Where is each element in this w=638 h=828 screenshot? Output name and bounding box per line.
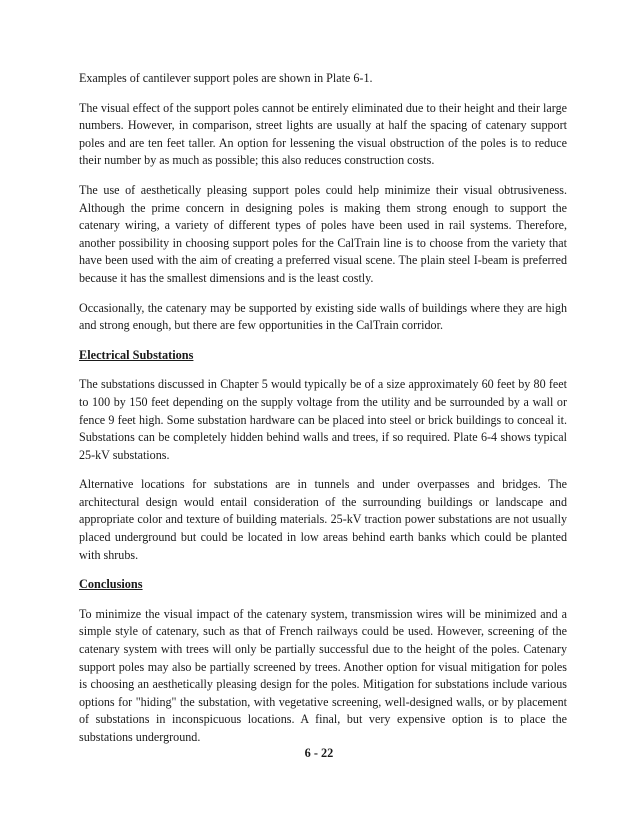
heading-electrical-substations: Electrical Substations [79, 347, 194, 362]
paragraph-substation-locations: Alternative locations for substations are in tunnels and under overpasses and bridges. The architectural design would entail consideration of the surrounding buildings or landscape and appropriate color and texture of building materials. 25-kV traction power substations are not usually placed underground but could be located in low areas behind earth banks which could be planted with shrubs. [79, 477, 567, 562]
document-body [79, 70, 567, 759]
page-number: 6 - 22 [304, 746, 334, 760]
paragraph-side-walls: Occasionally, the catenary may be supported by existing side walls of buildings where they are high and strong enough, but there are few opportunities in the CalTrain corridor. [79, 300, 567, 333]
heading-conclusions: Conclusions [79, 577, 143, 592]
paragraph-aesthetic-poles: The use of aesthetically pleasing support poles could help minimize their visual obtrusiveness. Although the prime concern in designing poles is making them strong enough to support the catenary wiring, a variety of different types of poles have been used in rail systems. Therefore, another possibility in choosing support poles for the CalTrain line is to choose from the variety that have been used with the aim of creating a preferred visual scene. The plain steel I-beam is preferred because it has the smallest dimensions and is the least costly. [79, 182, 567, 285]
paragraph-visual-effect: The visual effect of the support poles cannot be entirely eliminated due to their height and their large numbers. However, in comparison, street lights are usually at half the spacing of catenary support poles and are ten feet taller. An option for lessening the visual obstruction of the poles is to reduce their number by as much as possible; this also reduces construction costs. [79, 100, 567, 168]
paragraph-cantilever-examples: Examples of cantilever support poles are shown in Plate 6-1. [79, 71, 373, 85]
paragraph-conclusions: To minimize the visual impact of the catenary system, transmission wires will be minimized and a simple style of catenary, such as that of French railways could be used. However, screening of the catenary system with trees will only be partially successful due to the height of the poles. Catenary support poles may also be partially screened by trees. Another option for visual mitigation for poles is choosing an aesthetically pleasing design for the poles. Mitigation for substations include various options for "hiding" the substation, with vegetative screening, well-designed walls, or by placement of substations in inconspicuous locations. A final, but very expensive option is to place the substations underground. [79, 606, 567, 744]
paragraph-substation-size: The substations discussed in Chapter 5 would typically be of a size approximately 60 feet by 80 feet to 100 by 150 feet depending on the supply voltage from the utility and be surrounded by a wall or fence 9 feet high. Some substation hardware can be placed into steel or brick buildings to conceal it. Substations can be completely hidden behind walls and trees, if so required. Plate 6-4 shows typical 25-kV substations. [79, 377, 567, 462]
